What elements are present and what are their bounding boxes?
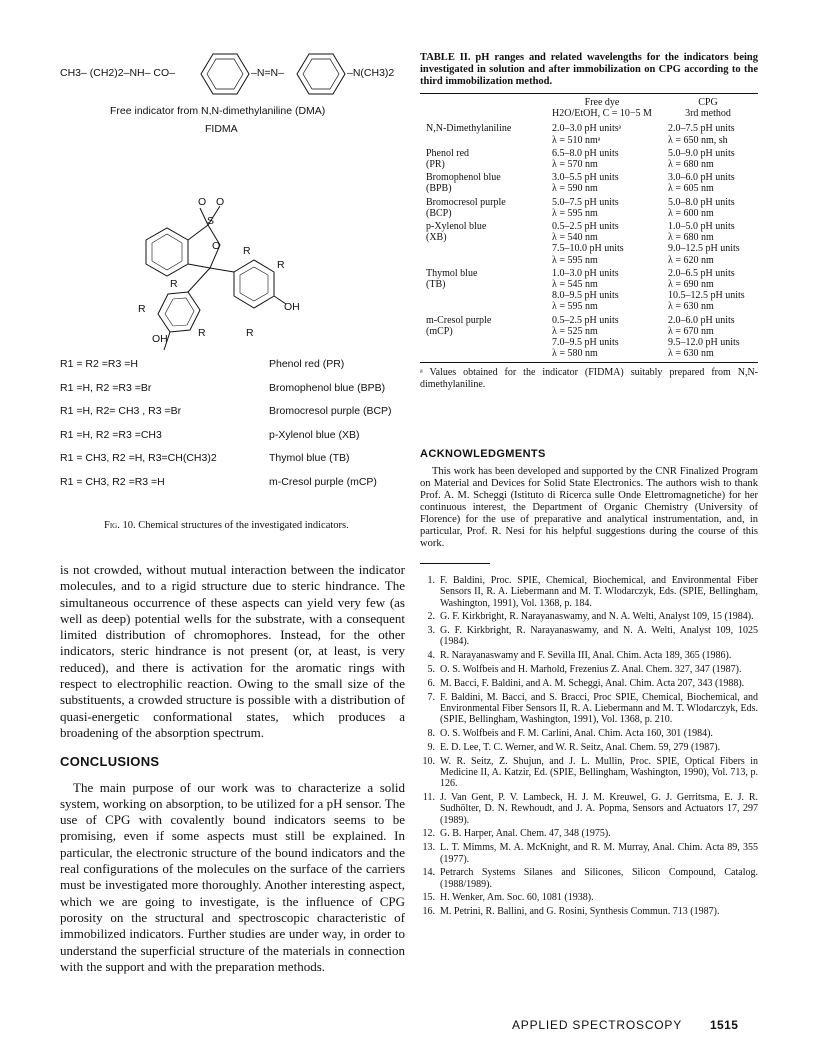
sulfonephthalein-structure <box>146 206 286 350</box>
sulfur: S <box>207 215 215 227</box>
cell-cpg-line: λ = 680 nm <box>668 232 714 244</box>
cell-cpg-line: 3.0–6.0 pH units <box>668 172 735 184</box>
cell-free-dye-line: λ = 580 nm <box>552 348 598 360</box>
benzene-ring-2 <box>297 54 345 94</box>
substituent-row <box>60 358 405 382</box>
references-list <box>420 575 758 920</box>
reference-item <box>420 575 758 609</box>
cell-cpg-line: λ = 690 nm <box>668 279 714 291</box>
cell-cpg-line: 10.5–12.5 pH units <box>668 290 745 302</box>
fidma-caption-line1: Free indicator from N,N-dimethylaniline (DMA) <box>110 105 326 117</box>
reference-text: W. R. Seitz, Z. Shujun, and J. L. Mullin, Proc. SPIE, Optical Fibers in Medicine II, A. Katzir, Ed. (SPIE, Bellingham, Washington, 1990), Vol. 713, p. 126. <box>440 755 758 790</box>
reference-item <box>420 842 758 865</box>
cell-cpg <box>658 313 758 360</box>
cell-indicator-line: (BPB) <box>426 183 452 195</box>
cell-free-dye-line: 0.5–2.5 pH units <box>552 221 619 233</box>
cell-indicator-line: (XB) <box>426 232 447 244</box>
fidma-caption-line2: FIDMA <box>205 123 238 135</box>
cell-cpg-line: λ = 670 nm <box>668 325 714 337</box>
substituent-formula: R1 = R2 =R3 =H <box>60 358 138 370</box>
label-r3-left: R <box>198 327 206 339</box>
chemical-structures-drawing <box>60 40 405 370</box>
cell-indicator <box>420 195 546 219</box>
fidma-azo: –N=N– <box>251 67 284 79</box>
substituent-formula: R1 = CH3, R2 =R3 =H <box>60 475 165 488</box>
cell-free-dye-line: λ = 525 nm <box>552 325 598 337</box>
figure-caption <box>104 520 349 531</box>
reference-text: M. Bacci, F. Baldini, and A. M. Scheggi, Anal. Chim. Acta 207, 343 (1988). <box>440 677 745 689</box>
cell-free-dye-line: 7.0–9.5 pH units <box>552 337 619 349</box>
cell-indicator-line: Bromophenol blue <box>426 172 501 184</box>
reference-text: G. F. Kirkbright, R. Narayanaswamy, and N. A. Welti, Analyst 109, 1025 (1984). <box>440 625 758 648</box>
table-header-row <box>420 94 758 121</box>
substituent-list <box>60 358 405 499</box>
reference-item <box>420 742 758 753</box>
table-row <box>420 313 758 360</box>
cell-cpg <box>658 121 758 145</box>
cell-free-dye-line: λ = 540 nm <box>552 232 598 244</box>
cell-indicator <box>420 121 546 145</box>
journal-name: APPLIED SPECTROSCOPY <box>512 1018 682 1032</box>
reference-item <box>420 828 758 839</box>
references-rule <box>420 563 490 564</box>
cell-free-dye-line: λ = 570 nm <box>552 159 598 171</box>
cell-free-dye-line: λ = 590 nm <box>552 183 598 195</box>
oxygen-ring: O <box>212 240 221 252</box>
figure-caption-text: Chemical structures of the investigated indicators. <box>138 520 349 531</box>
table-row <box>420 146 758 170</box>
reference-number: 2. <box>427 611 435 623</box>
cell-free-dye-line: 0.5–2.5 pH units <box>552 314 619 326</box>
reference-text: O. S. Wolfbeis and F. M. Carlini, Anal. Chim. Acta 160, 301 (1984). <box>440 728 713 740</box>
cell-indicator-line: (mCP) <box>426 325 453 337</box>
cell-cpg-line: 5.0–9.0 pH units <box>668 147 735 159</box>
cell-indicator <box>420 266 546 313</box>
substituent-row <box>60 405 405 429</box>
reference-text: F. Baldini, M. Bacci, and S. Bracci, Proc SPIE, Chemical, Biochemical, and Environmental Fiber Sensors II, R. A. Liebermann and M. T. Wlodarczyk, Eds. (SPIE, Bellingham, Washington, 1991), Vol. 1368, p. 210. <box>440 691 758 726</box>
cell-cpg-line: λ = 630 nm <box>668 301 714 313</box>
reference-text: R. Narayanaswamy and F. Sevilla III, Anal. Chim. Acta 189, 365 (1986). <box>440 650 732 662</box>
reference-item <box>420 906 758 917</box>
reference-number: 11. <box>422 792 435 804</box>
reference-item <box>420 892 758 903</box>
reference-number: 6. <box>427 677 435 689</box>
substituent-row <box>60 429 405 453</box>
reference-number: 10. <box>422 755 435 767</box>
cell-indicator-line: (PR) <box>426 159 445 171</box>
reference-item <box>420 611 758 622</box>
page-number: 1515 <box>709 1018 739 1032</box>
cell-indicator-line: p-Xylenol blue <box>426 221 487 233</box>
cell-cpg-line: λ = 605 nm <box>668 183 714 195</box>
conclusions-paragraph: The main purpose of our work was to characterize a solid system, working on absorption, to be utilized for a pH sensor. The use of CPG with covalently bound indicators seems to be promising, even if some aspects must still be explained. In particular, the electronic structure of the bound indicators and the real configurations of the molecules on the surface of the carriers must be investigated more thoroughly. Another interesting aspect, which we are going to investigate, is the influence of CPG porosity on the structural and spectroscopic characteristic of immobilized indicators. Further studies are under way, in order to understand the superficial structure of the materials in connection with the support and with the preparation methods. <box>60 779 405 974</box>
reference-text: L. T. Mimms, M. A. McKnight, and R. M. Murray, Anal. Chim. Acta 89, 355 (1977). <box>440 842 758 865</box>
figure-10 <box>60 40 405 540</box>
table-label: TABLE II. <box>420 52 471 63</box>
label-r1: R <box>243 245 251 257</box>
indicator-name: Thymol blue (TB) <box>269 452 350 464</box>
header-free-dye-line2: H2O/EtOH, C = 10−5 M <box>552 108 652 120</box>
header-indicator <box>420 94 546 121</box>
table-row <box>420 219 758 266</box>
reference-number: 7. <box>427 691 435 703</box>
reference-item <box>420 678 758 689</box>
cell-indicator-line: (TB) <box>426 279 446 291</box>
cell-free-dye-line: 2.0–3.0 pH unitsᵃ <box>552 123 622 135</box>
conclusions-heading: CONCLUSIONS <box>60 754 160 770</box>
cell-indicator <box>420 170 546 194</box>
cell-indicator <box>420 219 546 266</box>
cell-cpg-line: λ = 680 nm <box>668 159 714 171</box>
indicator-name: Bromophenol blue (BPB) <box>269 381 386 394</box>
substituent-row <box>60 452 405 476</box>
cell-free-dye <box>546 313 658 360</box>
cell-free-dye-line: 7.5–10.0 pH units <box>552 243 624 255</box>
reference-text: G. F. Kirkbright, R. Narayanaswamy, and N. A. Welti, Analyst 109, 15 (1984). <box>440 611 754 623</box>
cell-indicator-line: m-Cresol purple <box>426 314 492 326</box>
header-free-dye <box>546 94 658 121</box>
cell-free-dye-line: λ = 595 nm <box>552 207 598 219</box>
reference-number: 4. <box>427 650 435 662</box>
cell-indicator <box>420 146 546 170</box>
oh-left: OH <box>152 333 168 345</box>
table-title <box>420 52 758 88</box>
header-free-dye-line1: Free dye <box>584 97 620 108</box>
reference-number: 12. <box>422 828 435 840</box>
oxygen-1: O <box>198 196 207 208</box>
reference-text: E. D. Lee, T. C. Werner, and W. R. Seitz, Anal. Chem. 59, 279 (1987). <box>440 741 721 753</box>
reference-number: 9. <box>427 741 435 753</box>
reference-number: 1. <box>427 575 435 586</box>
cell-free-dye <box>546 170 658 194</box>
cell-free-dye-line: λ = 545 nm <box>552 279 598 291</box>
cell-cpg <box>658 170 758 194</box>
table-title-text: pH ranges and related wavelengths for the indicators being investigated in solution and after immobilization on CPG according to the third immobilization method. <box>420 52 759 87</box>
cell-free-dye <box>546 219 658 266</box>
reference-item <box>420 650 758 661</box>
cell-indicator-line: Bromocresol purple <box>426 196 506 208</box>
cell-indicator-line: Thymol blue <box>426 267 478 279</box>
table-row <box>420 170 758 194</box>
cell-indicator-line: (BCP) <box>426 207 452 219</box>
cell-cpg-line: 2.0–6.5 pH units <box>668 267 735 279</box>
cell-cpg <box>658 266 758 313</box>
cell-free-dye <box>546 121 658 145</box>
cell-indicator-line: Phenol red <box>426 147 470 159</box>
table-footnote: ᵃ Values obtained for the indicator (FIDMA) suitably prepared from N,N-dimethylaniline. <box>420 367 758 390</box>
reference-number: 15. <box>422 892 435 904</box>
header-cpg-line1: CPG <box>698 97 718 108</box>
indicator-name: p-Xylenol blue (XB) <box>269 428 360 441</box>
reference-text: O. S. Wolfbeis and H. Marhold, Frezenius Z. Anal. Chem. 327, 347 (1987). <box>440 664 742 676</box>
cell-indicator <box>420 313 546 360</box>
table-row <box>420 195 758 219</box>
reference-number: 14. <box>422 867 435 879</box>
page-footer <box>512 1018 738 1032</box>
label-r1-left: R <box>170 278 178 290</box>
reference-number: 8. <box>427 728 435 740</box>
cell-cpg <box>658 219 758 266</box>
cell-cpg-line: λ = 600 nm <box>668 207 714 219</box>
indicator-name: Phenol red (PR) <box>269 358 345 370</box>
ph-range-table <box>420 94 758 359</box>
acknowledgments-text: This work has been developed and supported by the CNR Finalized Program on Material and Devices for Solid State Electronics. The authors wish to thank Prof. A. M. Scheggi (Istituto di Ricerca sulle Onde Elettromagnetiche) for her continuous interest, the Department of Organic Chemistry (University of Florence) for the use of preparative and analytical instrumentation, and, in particular, Prof. R. Nesi for his helpful suggestions during the course of this work. <box>420 466 758 549</box>
reference-number: 13. <box>422 842 435 854</box>
cell-free-dye <box>546 195 658 219</box>
reference-item <box>420 664 758 675</box>
header-cpg <box>658 94 758 121</box>
reference-text: H. Wenker, Am. Soc. 60, 1081 (1938). <box>440 892 594 904</box>
benzene-ring-1 <box>201 54 249 94</box>
cell-cpg <box>658 146 758 170</box>
benzene-ring-1-inner <box>207 59 243 89</box>
cell-cpg <box>658 195 758 219</box>
acknowledgments-heading: ACKNOWLEDGMENTS <box>420 448 546 460</box>
reference-item <box>420 625 758 648</box>
reference-item <box>420 692 758 726</box>
body-paragraph: is not crowded, without mutual interaction between the indicator molecules, and to a rigid structure due to steric hindrance. The simultaneous occurrence of these aspects can yield very few (as well as deep) potential wells for the substrate, with a consequent limited distribution of chromophores. Instead, for the other indicators, steric hindrance is not present (or, at least, is very reduced), and there is activation for the aromatic rings with respect to electrophilic reaction. Owing to the small size of the substituents, a crowded structure is possible with a distribution of quasi-energetic conformational states, which produces a broadening of the absorption spectrum. <box>60 562 405 740</box>
indicator-name: m-Cresol purple (mCP) <box>269 475 377 488</box>
reference-number: 3. <box>427 625 435 637</box>
benzene-ring-2-inner <box>303 59 339 89</box>
table-body <box>420 121 758 359</box>
substituent-formula: R1 =H, R2= CH3 , R3 =Br <box>60 405 182 417</box>
table-row <box>420 121 758 145</box>
cell-indicator-line: N,N-Dimethylaniline <box>426 123 512 135</box>
fidma-formula-right: –N(CH3)2 <box>347 67 395 79</box>
table-ii <box>420 52 758 390</box>
cell-free-dye-line: 6.5–8.0 pH units <box>552 147 619 159</box>
cell-cpg-line: λ = 650 nm, sh <box>668 134 728 146</box>
left-column-text <box>60 562 405 975</box>
cell-cpg-line: 2.0–6.0 pH units <box>668 314 735 326</box>
reference-item <box>420 756 758 790</box>
cell-free-dye-line: λ = 510 nmᵃ <box>552 134 601 146</box>
cell-free-dye-line: λ = 595 nm <box>552 301 598 313</box>
reference-item <box>420 867 758 890</box>
cell-cpg-line: 9.0–12.5 pH units <box>668 243 740 255</box>
table-bottom-rule <box>420 362 758 363</box>
cell-cpg-line: 5.0–8.0 pH units <box>668 196 735 208</box>
reference-number: 5. <box>427 664 435 676</box>
cell-cpg-line: λ = 620 nm <box>668 254 714 266</box>
reference-item <box>420 728 758 739</box>
substituent-formula: R1 =H, R2 =R3 =Br <box>60 381 152 394</box>
reference-text: G. B. Harper, Anal. Chem. 47, 348 (1975). <box>440 828 611 840</box>
substituent-row <box>60 476 405 500</box>
cell-free-dye-line: λ = 595 nm <box>552 254 598 266</box>
cell-free-dye-line: 1.0–3.0 pH units <box>552 267 619 279</box>
oxygen-2: O <box>216 196 225 208</box>
cell-free-dye-line: 5.0–7.5 pH units <box>552 196 619 208</box>
figure-caption-label: Fig. 10. <box>104 520 136 531</box>
label-r3-right: R <box>246 327 254 339</box>
substituent-formula: R1 =H, R2 =R3 =CH3 <box>60 428 162 441</box>
cell-free-dye-line: 3.0–5.5 pH units <box>552 172 619 184</box>
oh-right: OH <box>284 301 300 313</box>
cell-cpg-line: 2.0–7.5 pH units <box>668 123 735 135</box>
header-cpg-line2: 3rd method <box>685 108 731 120</box>
reference-item <box>420 792 758 826</box>
label-r2-left: R <box>138 303 146 315</box>
indicator-name: Bromocresol purple (BCP) <box>269 405 392 417</box>
reference-text: Petrarch Systems Silanes and Silicones, Silicon Compound, Catalog. (1988/1989). <box>440 867 758 890</box>
cell-cpg-line: 1.0–5.0 pH units <box>668 221 735 233</box>
cell-free-dye <box>546 266 658 313</box>
label-r2-right: R <box>277 259 285 271</box>
cell-free-dye-line: 8.0–9.5 pH units <box>552 290 619 302</box>
reference-text: M. Petrini, R. Ballini, and G. Rosini, Synthesis Commun. 713 (1987). <box>440 906 720 918</box>
reference-text: J. Van Gent, P. V. Lambeck, H. J. M. Kreuwel, G. J. Gerritsma, E. J. R. Sudhölter, D. N. Rewhoudt, and J. A. Popma, Sensors and Actuators 17, 297 (1989). <box>440 792 758 826</box>
fidma-formula-left: CH3– (CH2)2–NH– CO– <box>60 67 175 79</box>
substituent-row <box>60 382 405 406</box>
table-row <box>420 266 758 313</box>
reference-number: 16. <box>422 906 435 918</box>
cell-cpg-line: 9.5–12.0 pH units <box>668 337 740 349</box>
reference-text: F. Baldini, Proc. SPIE, Chemical, Biochemical, and Environmental Fiber Sensors II, R. A. Liebermann and M. T. Wlodarczyk, Eds. (SPIE, Bellingham, Washington, 1991), Vol. 1368, p. 184. <box>440 575 758 609</box>
cell-cpg-line: λ = 630 nm <box>668 348 714 360</box>
substituent-formula: R1 = CH3, R2 =H, R3=CH(CH3)2 <box>60 452 217 464</box>
cell-free-dye <box>546 146 658 170</box>
